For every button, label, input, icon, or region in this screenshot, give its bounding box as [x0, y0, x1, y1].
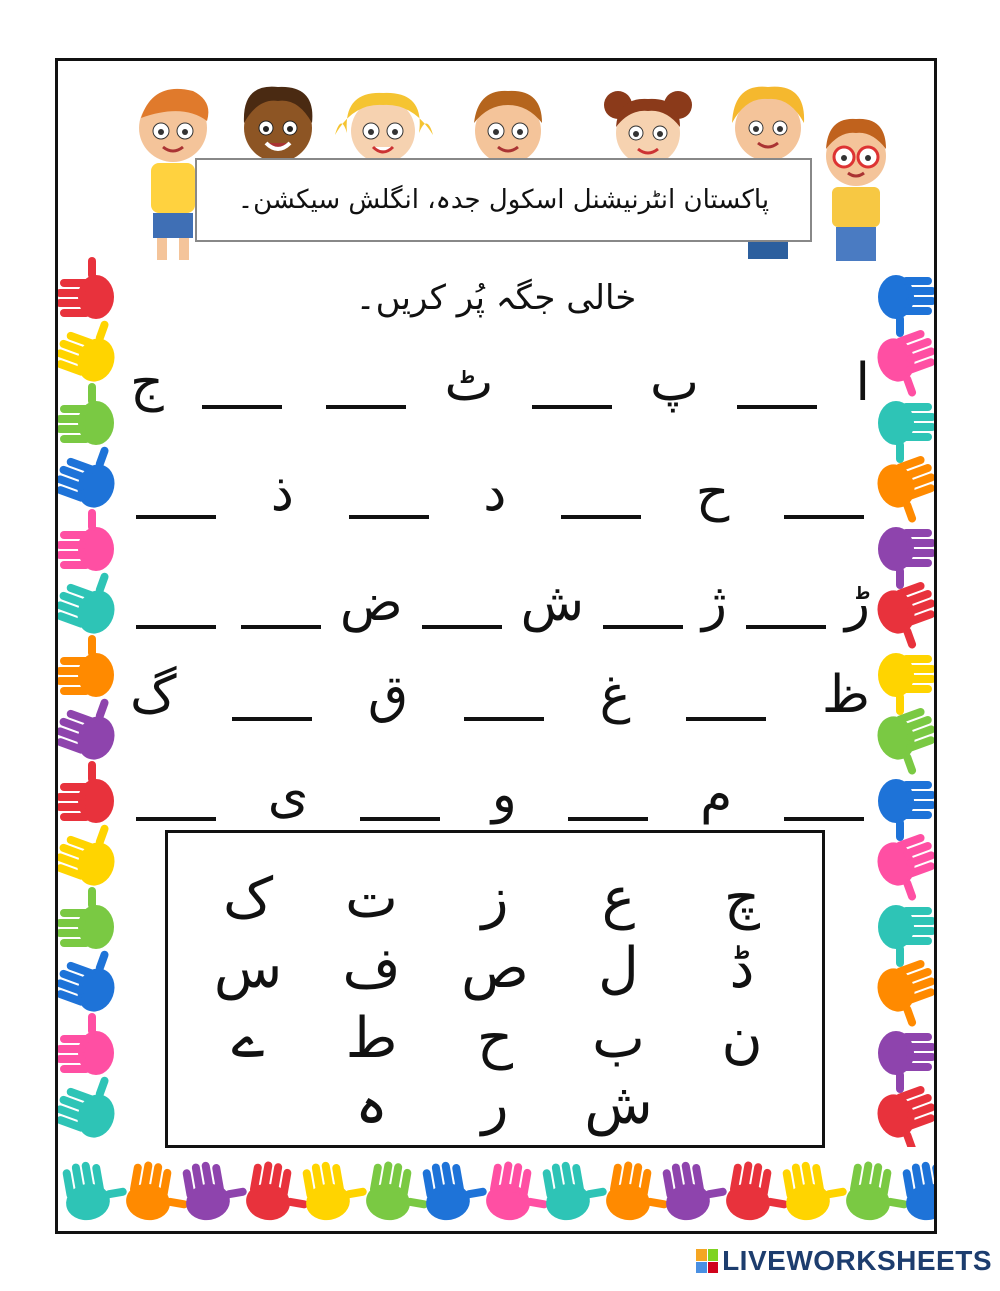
hand-print-icon	[872, 452, 934, 530]
blank-line[interactable]	[235, 621, 327, 629]
bank-row-3	[208, 1006, 782, 1071]
bank-letter[interactable]: ل	[598, 936, 639, 1001]
liveworksheets-brand[interactable]	[696, 1245, 992, 1277]
blank-underline	[422, 621, 502, 629]
blank-line[interactable]	[778, 813, 870, 821]
letter-text: م	[700, 765, 733, 825]
letter-text: غ	[599, 665, 631, 725]
instruction-title: خالی جگہ پُر کریں۔	[355, 278, 637, 318]
bank-letter[interactable]: ط	[345, 1006, 398, 1071]
hand-print-icon	[58, 1065, 127, 1143]
hand-print-icon	[603, 1159, 674, 1227]
hand-print-icon	[58, 309, 127, 387]
blank-underline	[136, 813, 216, 821]
letter-text: ح	[695, 463, 730, 523]
blank-underline	[349, 511, 429, 519]
letter-text: و	[491, 765, 517, 825]
hand-print-icon	[872, 578, 934, 656]
blank-line[interactable]	[555, 511, 647, 519]
given-letter	[695, 463, 730, 523]
bank-letter[interactable]: ب	[592, 1006, 645, 1071]
blank-underline	[686, 713, 766, 721]
bank-letter[interactable]: ہ	[355, 1072, 388, 1137]
given-letter	[367, 665, 409, 725]
blank-underline	[603, 621, 683, 629]
hand-print-icon	[872, 830, 934, 908]
letter-text: ذ	[270, 463, 294, 523]
blank-underline	[360, 813, 440, 821]
blank-line[interactable]	[320, 401, 412, 409]
hand-print-icon	[299, 1156, 370, 1224]
given-letter	[650, 353, 699, 413]
hand-print-icon	[363, 1159, 434, 1227]
hand-print-icon	[878, 527, 934, 589]
hand-print-icon	[58, 687, 127, 765]
blank-underline	[737, 401, 817, 409]
school-banner	[195, 158, 812, 242]
hand-print-icon	[58, 635, 114, 697]
blank-line[interactable]	[130, 621, 222, 629]
brand-text: LIVEWORKSHEETS	[722, 1245, 992, 1276]
blank-line[interactable]	[130, 511, 222, 519]
blank-underline	[326, 401, 406, 409]
given-letter	[599, 665, 631, 725]
hand-print-icon	[878, 1031, 934, 1093]
hand-print-icon	[872, 956, 934, 1034]
hand-print-icon	[872, 704, 934, 782]
letter-text: ض	[339, 573, 403, 633]
blank-underline	[561, 511, 641, 519]
bank-letter[interactable]	[208, 1077, 288, 1133]
hand-print-icon	[58, 435, 127, 513]
blank-underline	[136, 621, 216, 629]
hand-print-icon	[58, 1013, 114, 1075]
given-letter	[444, 353, 494, 413]
blank-line[interactable]	[130, 813, 222, 821]
bank-letter[interactable]: ص	[461, 936, 529, 1001]
hand-print-icon	[878, 905, 934, 967]
blank-underline	[784, 511, 864, 519]
fill-row-4	[130, 641, 870, 725]
given-letter	[339, 573, 403, 633]
kid-7	[826, 119, 886, 261]
bank-letter[interactable]: ع	[601, 866, 636, 931]
hand-print-icon	[779, 1156, 850, 1224]
hand-print-icon	[539, 1156, 610, 1224]
blank-line[interactable]	[226, 713, 318, 721]
hand-print-icon	[878, 653, 934, 715]
letter-text: ٹ	[444, 353, 494, 413]
fill-row-1	[130, 329, 870, 413]
hand-print-icon	[878, 779, 934, 841]
hand-print-icon	[419, 1156, 490, 1224]
given-letter	[700, 765, 733, 825]
hand-print-icon	[843, 1159, 914, 1227]
blank-underline	[202, 401, 282, 409]
blank-line[interactable]	[196, 401, 288, 409]
letter-text: د	[483, 463, 507, 523]
letter-text: پ	[650, 353, 699, 413]
letter-text: ظ	[821, 665, 870, 725]
given-letter	[130, 353, 164, 413]
bank-row-1	[208, 866, 782, 931]
letter-bank	[165, 830, 825, 1148]
hand-print-icon	[483, 1159, 554, 1227]
letter-text: ی	[267, 765, 309, 825]
bank-letter[interactable]: ے	[231, 1006, 265, 1071]
given-letter	[491, 765, 517, 825]
letter-text: گ	[130, 665, 177, 725]
given-letter	[844, 573, 870, 633]
liveworksheets-logo-icon	[696, 1249, 718, 1273]
letter-text: ڑ	[844, 573, 870, 633]
fill-row-2	[130, 439, 870, 523]
bank-letter[interactable]: ش	[584, 1072, 653, 1137]
hand-print-icon	[58, 761, 114, 823]
fill-row-5	[130, 741, 870, 825]
bank-letter[interactable]: ف	[342, 936, 401, 1001]
bank-letter[interactable]: ح	[476, 1006, 514, 1071]
blank-line[interactable]	[562, 813, 654, 821]
hand-border-left	[58, 257, 136, 1147]
blank-underline	[746, 621, 826, 629]
blank-line[interactable]	[778, 511, 870, 519]
blank-line[interactable]	[740, 621, 832, 629]
blank-line[interactable]	[526, 401, 618, 409]
blank-underline	[464, 713, 544, 721]
hand-print-icon	[723, 1159, 794, 1227]
fill-row-3	[130, 549, 870, 633]
blank-line[interactable]	[597, 621, 689, 629]
worksheet-page	[55, 58, 937, 1234]
blank-line[interactable]	[731, 401, 823, 409]
blank-line[interactable]	[680, 713, 772, 721]
blank-line[interactable]	[343, 511, 435, 519]
bank-letter[interactable]	[702, 1077, 782, 1133]
hand-print-icon	[899, 1156, 937, 1224]
hand-print-icon	[58, 509, 114, 571]
blank-underline	[532, 401, 612, 409]
letter-text: ش	[520, 573, 585, 633]
hand-print-icon	[179, 1156, 250, 1224]
blank-underline	[568, 813, 648, 821]
blank-underline	[136, 511, 216, 519]
blank-line[interactable]	[458, 713, 550, 721]
hand-print-icon	[878, 401, 934, 463]
given-letter	[267, 765, 309, 825]
given-letter	[701, 573, 728, 633]
letter-text: ج	[130, 353, 164, 413]
hand-print-icon	[58, 383, 114, 445]
bank-letter[interactable]: س	[213, 936, 283, 1001]
hand-print-icon	[659, 1156, 730, 1224]
bank-row-2	[208, 936, 782, 1001]
blank-line[interactable]	[416, 621, 508, 629]
hand-print-icon	[59, 1156, 130, 1224]
blank-underline	[784, 813, 864, 821]
given-letter	[821, 665, 870, 725]
blank-underline	[241, 621, 321, 629]
hand-print-icon	[872, 326, 934, 404]
bank-row-4	[208, 1072, 782, 1137]
letter-text: ق	[367, 665, 409, 725]
bank-letter[interactable]: ڈ	[729, 936, 755, 1001]
bank-letter[interactable]: ک	[222, 866, 274, 931]
given-letter	[855, 353, 870, 413]
bank-letter[interactable]: ت	[345, 866, 398, 931]
bank-letter[interactable]: ر	[481, 1072, 509, 1137]
hand-print-icon	[243, 1159, 314, 1227]
bank-letter[interactable]: ن	[721, 1006, 763, 1071]
given-letter	[520, 573, 585, 633]
hand-print-icon	[123, 1159, 194, 1227]
hand-print-icon	[58, 561, 127, 639]
bank-letter[interactable]: ز	[481, 866, 509, 931]
given-letter	[483, 463, 507, 523]
given-letter	[270, 463, 294, 523]
hand-print-icon	[58, 887, 114, 949]
banner-text: پاکستان انٹرنیشنل اسکول جدہ، انگلش سیکشن۔	[237, 185, 770, 215]
hand-print-icon	[58, 939, 127, 1017]
given-letter	[130, 665, 177, 725]
hand-print-icon	[58, 813, 127, 891]
blank-underline	[232, 713, 312, 721]
blank-line[interactable]	[354, 813, 446, 821]
letter-text: ژ	[701, 573, 728, 633]
bank-letter[interactable]: چ	[723, 866, 761, 931]
letter-text: ا	[855, 353, 870, 413]
hand-border-bottom	[58, 1147, 937, 1234]
